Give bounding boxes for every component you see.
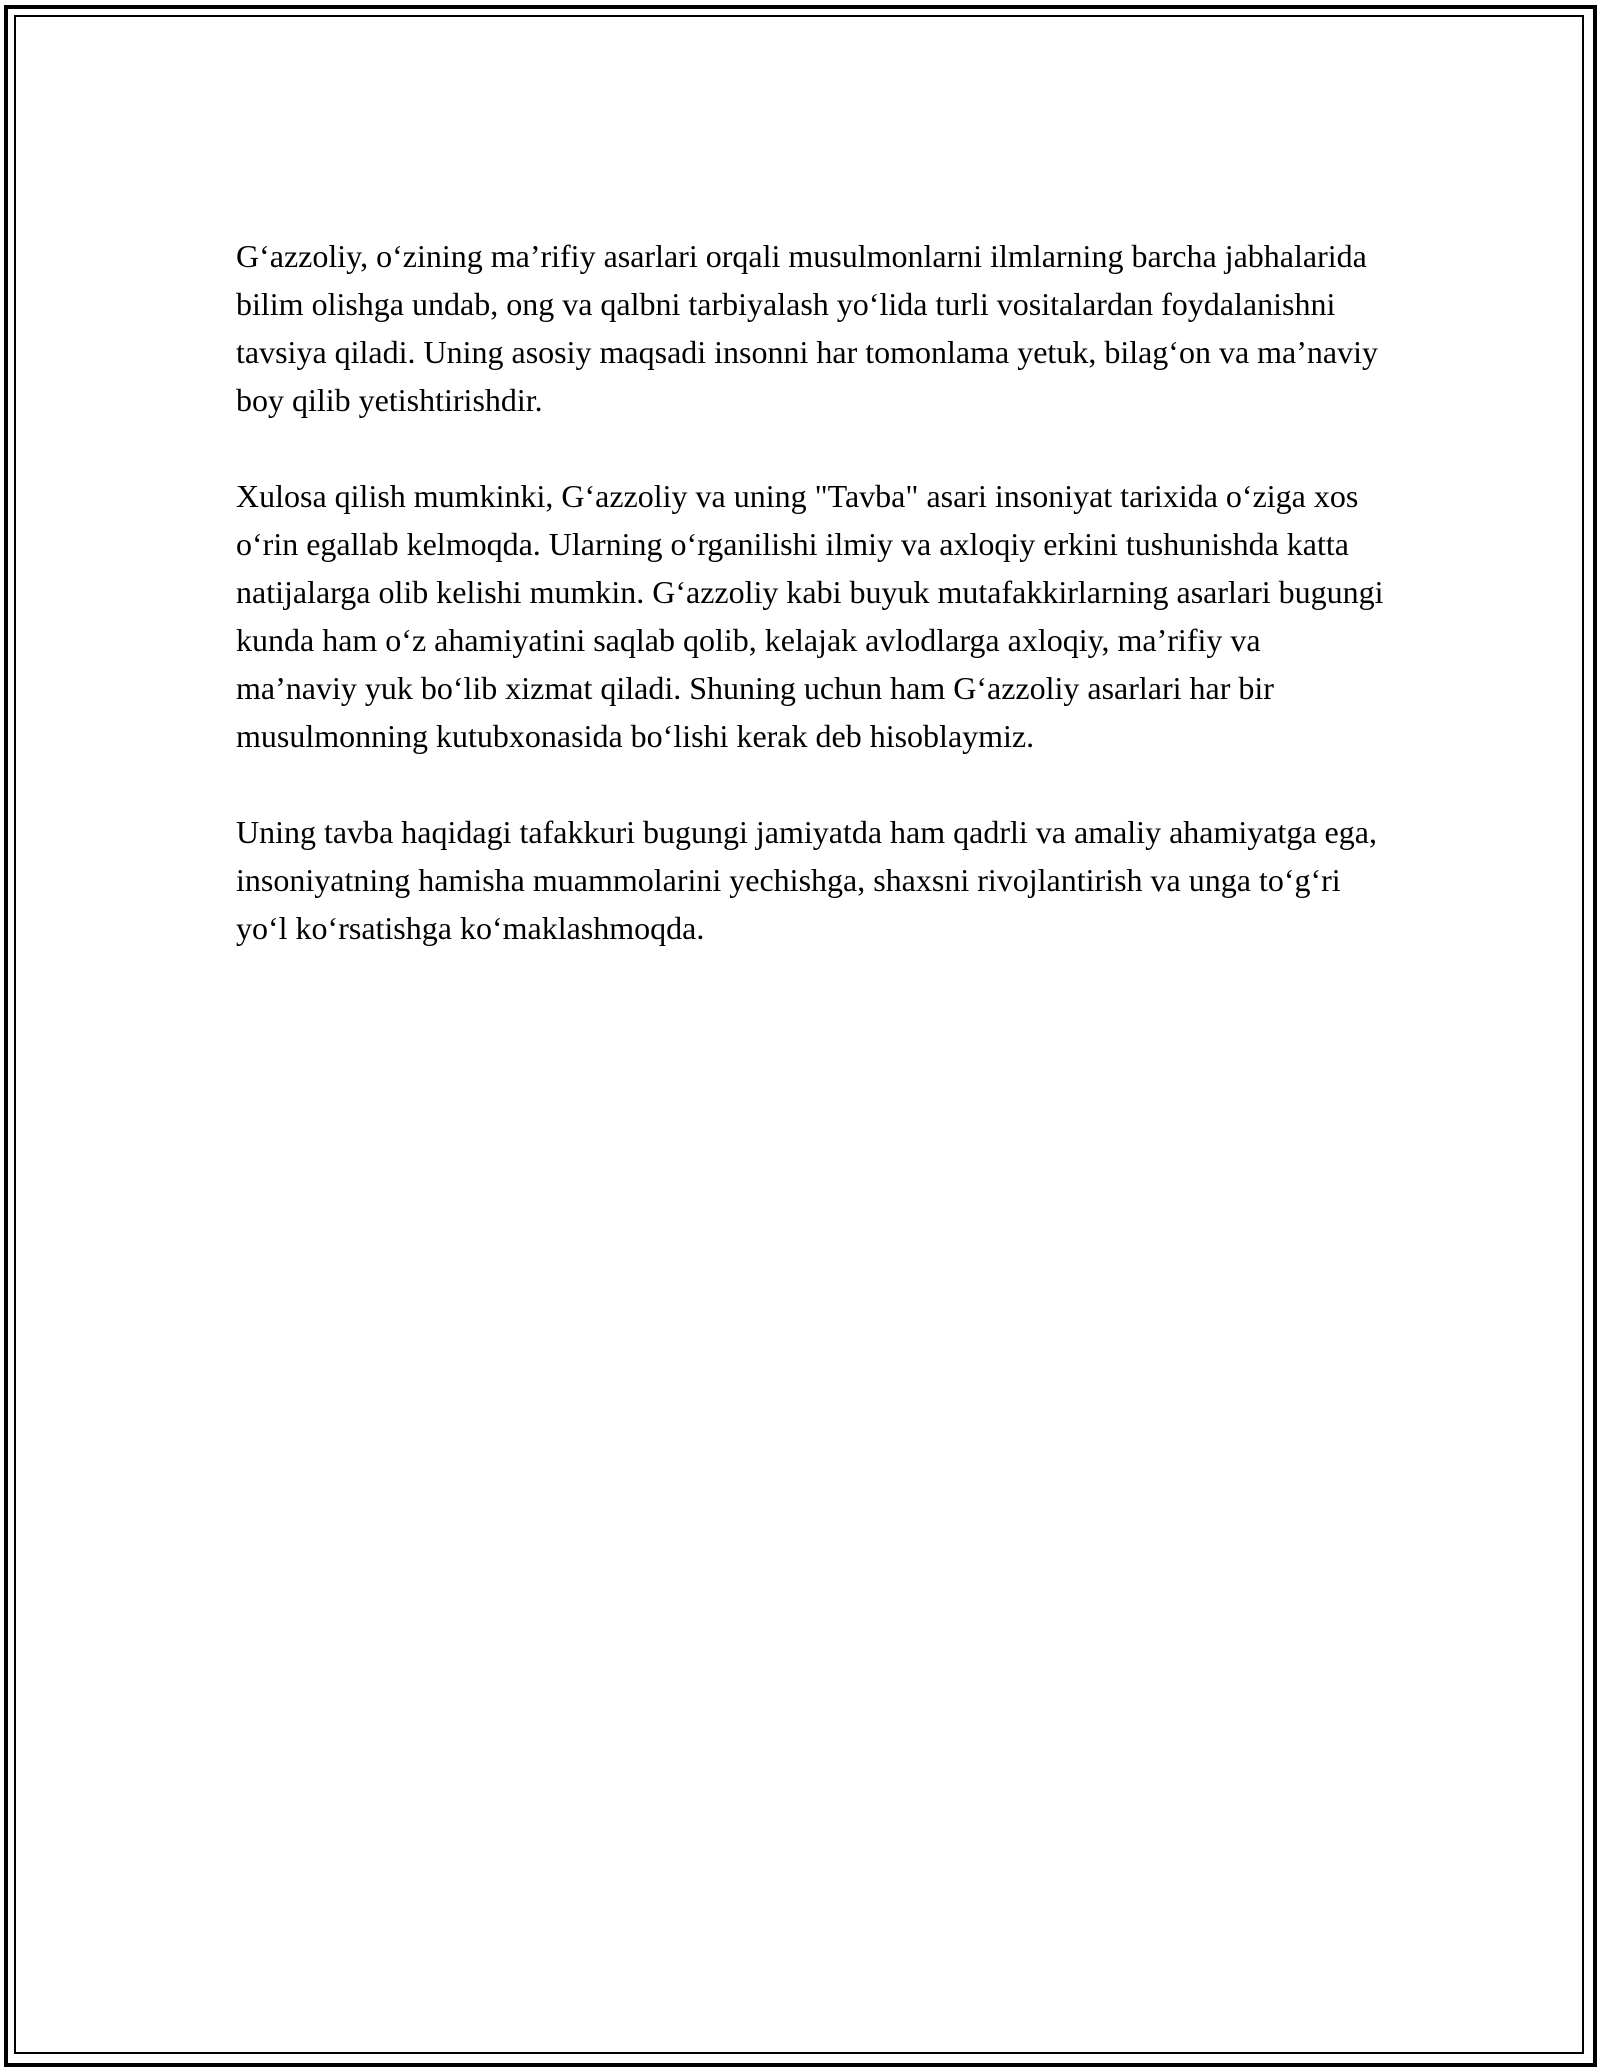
- paragraph-3: Uning tavba haqidagi tafakkuri bugungi jamiyatda ham qadrli va amaliy ahamiyatga ega, insoniyatning hamisha muammolarini yechishga, shaxsni rivojlantirish va unga to‘g‘ri yo‘l ko‘rsatishga ko‘maklashmoqda.: [236, 814, 1377, 946]
- document-body: [236, 232, 1386, 952]
- paragraph-2: Xulosa qilish mumkinki, G‘azzoliy va uning "Tavba" asari insoniyat tarixida o‘ziga xos o‘rin egallab kelmoqda. Ularning o‘rganilishi ilmiy va axloqiy erkini tushunishda katta natijalarga olib kelishi mumkin. G‘azzoliy kabi buyuk mutafakkirlarning asarlari bugungi kunda ham o‘z ahamiyatini saqlab qolib, kelajak avlodlarga axloqiy, ma’rifiy va ma’naviy yuk bo‘lib xizmat qiladi. Shuning uchun ham G‘azzoliy asarlari har bir musulmonning kutubxonasida bo‘lishi kerak deb hisoblaymiz.: [236, 478, 1384, 754]
- paragraph-1: G‘azzoliy, o‘zining ma’rifiy asarlari orqali musulmonlarni ilmlarning barcha jabhalarida bilim olishga undab, ong va qalbni tarbiyalash yo‘lida turli vositalardan foydalanishni tavsiya qiladi. Uning asosiy maqsadi insonni har tomonlama yetuk, bilag‘on va ma’naviy boy qilib yetishtirishdir.: [236, 238, 1378, 418]
